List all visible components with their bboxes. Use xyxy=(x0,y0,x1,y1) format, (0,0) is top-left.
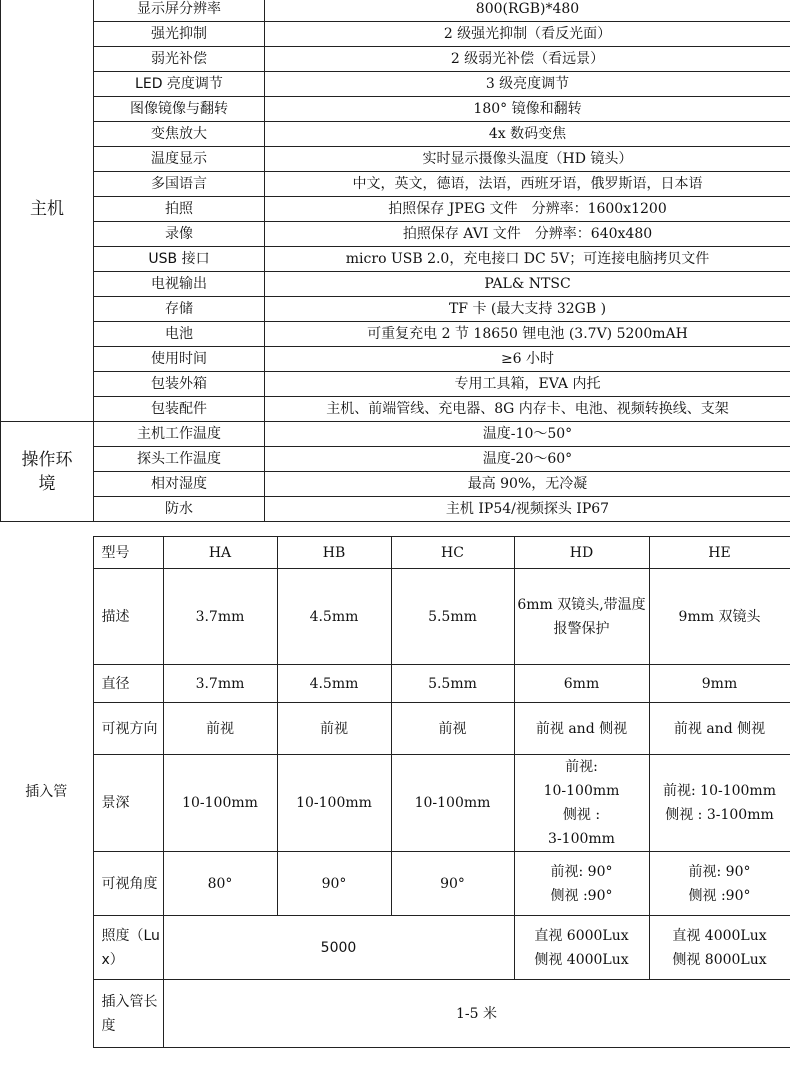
probe-value: 5.5mm xyxy=(391,569,514,665)
spec-row xyxy=(1,322,790,347)
probe-value: 4.5mm xyxy=(277,569,391,665)
illumination-label: 照度（Lux） xyxy=(93,916,163,980)
probe-value: 4.5mm xyxy=(277,665,391,703)
spec-label: 拍照 xyxy=(94,197,265,222)
spec-label: 防水 xyxy=(94,497,265,522)
probe-table-body xyxy=(0,537,790,1048)
probe-value: 3.7mm xyxy=(163,569,277,665)
spec-value: 温度-10～50° xyxy=(265,422,790,447)
spec-value: 800(RGB)*480 xyxy=(265,0,790,22)
spec-value: ≥6 小时 xyxy=(265,347,790,372)
spec-label: 电池 xyxy=(94,322,265,347)
spec-row xyxy=(1,172,790,197)
spec-value: 专用工具箱，EVA 内托 xyxy=(265,372,790,397)
spec-label: 强光抑制 xyxy=(94,22,265,47)
probe-header-label: 型号 xyxy=(93,537,163,569)
spec-label: 包装配件 xyxy=(94,397,265,422)
spec-value: 可重复充电 2 节 18650 锂电池 (3.7V) 5200mAH xyxy=(265,322,790,347)
probe-header-row xyxy=(0,537,790,569)
spec-label: 存储 xyxy=(94,297,265,322)
spec-row xyxy=(1,497,790,522)
probe-value: 前视: 90° 侧视 :90° xyxy=(649,852,790,916)
spec-value: 主机 IP54/视频探头 IP67 xyxy=(265,497,790,522)
spec-label: 录像 xyxy=(94,222,265,247)
probe-row xyxy=(0,755,790,852)
spec-row xyxy=(1,72,790,97)
spec-row xyxy=(1,97,790,122)
probe-value: 10-100mm xyxy=(277,755,391,852)
probe-value: 9mm xyxy=(649,665,790,703)
probe-value: 前视: 90° 侧视 :90° xyxy=(514,852,649,916)
model-hb: HB xyxy=(277,537,391,569)
length-value: 1-5 米 xyxy=(163,980,790,1048)
spec-value: 主机、前端管线、充电器、8G 内存卡、电池、视频转换线、支架 xyxy=(265,397,790,422)
probe-row-label: 描述 xyxy=(93,569,163,665)
spec-value: TF 卡 (最大支持 32GB ) xyxy=(265,297,790,322)
probe-value: 前视 xyxy=(163,703,277,755)
spec-row xyxy=(1,247,790,272)
spec-row xyxy=(1,472,790,497)
spec-value: 最高 90%，无冷凝 xyxy=(265,472,790,497)
spec-label: 变焦放大 xyxy=(94,122,265,147)
spec-value: 实时显示摄像头温度（HD 镜头） xyxy=(265,147,790,172)
spec-label: 弱光补偿 xyxy=(94,47,265,72)
spec-row xyxy=(1,347,790,372)
spec-label: 电视输出 xyxy=(94,272,265,297)
model-hd: HD xyxy=(514,537,649,569)
probe-row xyxy=(0,703,790,755)
spec-table xyxy=(0,0,790,522)
probe-illumination-row xyxy=(0,916,790,980)
spec-row xyxy=(1,297,790,322)
probe-row-label: 可视方向 xyxy=(93,703,163,755)
spec-label: 多国语言 xyxy=(94,172,265,197)
model-hc: HC xyxy=(391,537,514,569)
spec-value: 拍照保存 JPEG 文件 分辨率：1600x1200 xyxy=(265,197,790,222)
spec-row xyxy=(1,22,790,47)
probe-value: 6mm 双镜头,带温度报警保护 xyxy=(514,569,649,665)
probe-value: 前视: 10-100mm 侧视 : 3-100mm xyxy=(649,755,790,852)
probe-row-label: 直径 xyxy=(93,665,163,703)
spec-value: 3 级亮度调节 xyxy=(265,72,790,97)
probe-value: 90° xyxy=(277,852,391,916)
spec-value: 温度-20～60° xyxy=(265,447,790,472)
spec-row xyxy=(1,372,790,397)
spec-row xyxy=(1,447,790,472)
spec-label: 相对湿度 xyxy=(94,472,265,497)
spec-row xyxy=(1,197,790,222)
spec-row xyxy=(1,47,790,72)
spec-table-body xyxy=(1,0,790,522)
probe-value: 6mm xyxy=(514,665,649,703)
probe-value: 前视 xyxy=(391,703,514,755)
probe-row xyxy=(0,665,790,703)
probe-value: 9mm 双镜头 xyxy=(649,569,790,665)
spec-value: 2 级强光抑制（看反光面） xyxy=(265,22,790,47)
length-label: 插入管长度 xyxy=(93,980,163,1048)
spec-label: 使用时间 xyxy=(94,347,265,372)
probe-row-label: 景深 xyxy=(93,755,163,852)
spec-value: 180° 镜像和翻转 xyxy=(265,97,790,122)
model-ha: HA xyxy=(163,537,277,569)
spec-label: LED 亮度调节 xyxy=(94,72,265,97)
spec-row xyxy=(1,122,790,147)
spec-label: 图像镜像与翻转 xyxy=(94,97,265,122)
spec-value: PAL& NTSC xyxy=(265,272,790,297)
spec-label: 显示屏分辨率 xyxy=(94,0,265,22)
spec-row xyxy=(1,272,790,297)
probe-value: 前视: 10-100mm 侧视 : 3-100mm xyxy=(514,755,649,852)
illumination-shared-value: 5000 xyxy=(163,916,514,980)
spec-row xyxy=(1,147,790,172)
spec-label: 包装外箱 xyxy=(94,372,265,397)
probe-value: 前视 and 侧视 xyxy=(514,703,649,755)
probe-value: 80° xyxy=(163,852,277,916)
spec-label: 主机工作温度 xyxy=(94,422,265,447)
spec-row xyxy=(1,422,790,447)
probe-value: 5.5mm xyxy=(391,665,514,703)
probe-value: 10-100mm xyxy=(391,755,514,852)
probe-row xyxy=(0,569,790,665)
model-he: HE xyxy=(649,537,790,569)
spec-row xyxy=(1,0,790,22)
illumination-hd: 直视 6000Lux 侧视 4000Lux xyxy=(514,916,649,980)
probe-value: 90° xyxy=(391,852,514,916)
spec-row xyxy=(1,397,790,422)
spec-row xyxy=(1,222,790,247)
probe-row-label: 可视角度 xyxy=(93,852,163,916)
probe-category-cell: 插入管 xyxy=(0,537,93,1048)
probe-table xyxy=(0,536,790,1048)
probe-value: 3.7mm xyxy=(163,665,277,703)
probe-value: 前视 and 侧视 xyxy=(649,703,790,755)
spec-value: micro USB 2.0，充电接口 DC 5V；可连接电脑拷贝文件 xyxy=(265,247,790,272)
category-cell: 主机 xyxy=(1,0,94,422)
probe-row xyxy=(0,852,790,916)
category-cell: 操作环 境 xyxy=(1,422,94,522)
spec-label: 温度显示 xyxy=(94,147,265,172)
spec-value: 4x 数码变焦 xyxy=(265,122,790,147)
probe-value: 前视 xyxy=(277,703,391,755)
spec-value: 拍照保存 AVI 文件 分辨率：640x480 xyxy=(265,222,790,247)
probe-length-row xyxy=(0,980,790,1048)
spec-value: 2 级弱光补偿（看远景） xyxy=(265,47,790,72)
spec-label: USB 接口 xyxy=(94,247,265,272)
probe-value: 10-100mm xyxy=(163,755,277,852)
spec-label: 探头工作温度 xyxy=(94,447,265,472)
illumination-he: 直视 4000Lux 侧视 8000Lux xyxy=(649,916,790,980)
spec-value: 中文，英文，德语，法语，西班牙语，俄罗斯语，日本语 xyxy=(265,172,790,197)
